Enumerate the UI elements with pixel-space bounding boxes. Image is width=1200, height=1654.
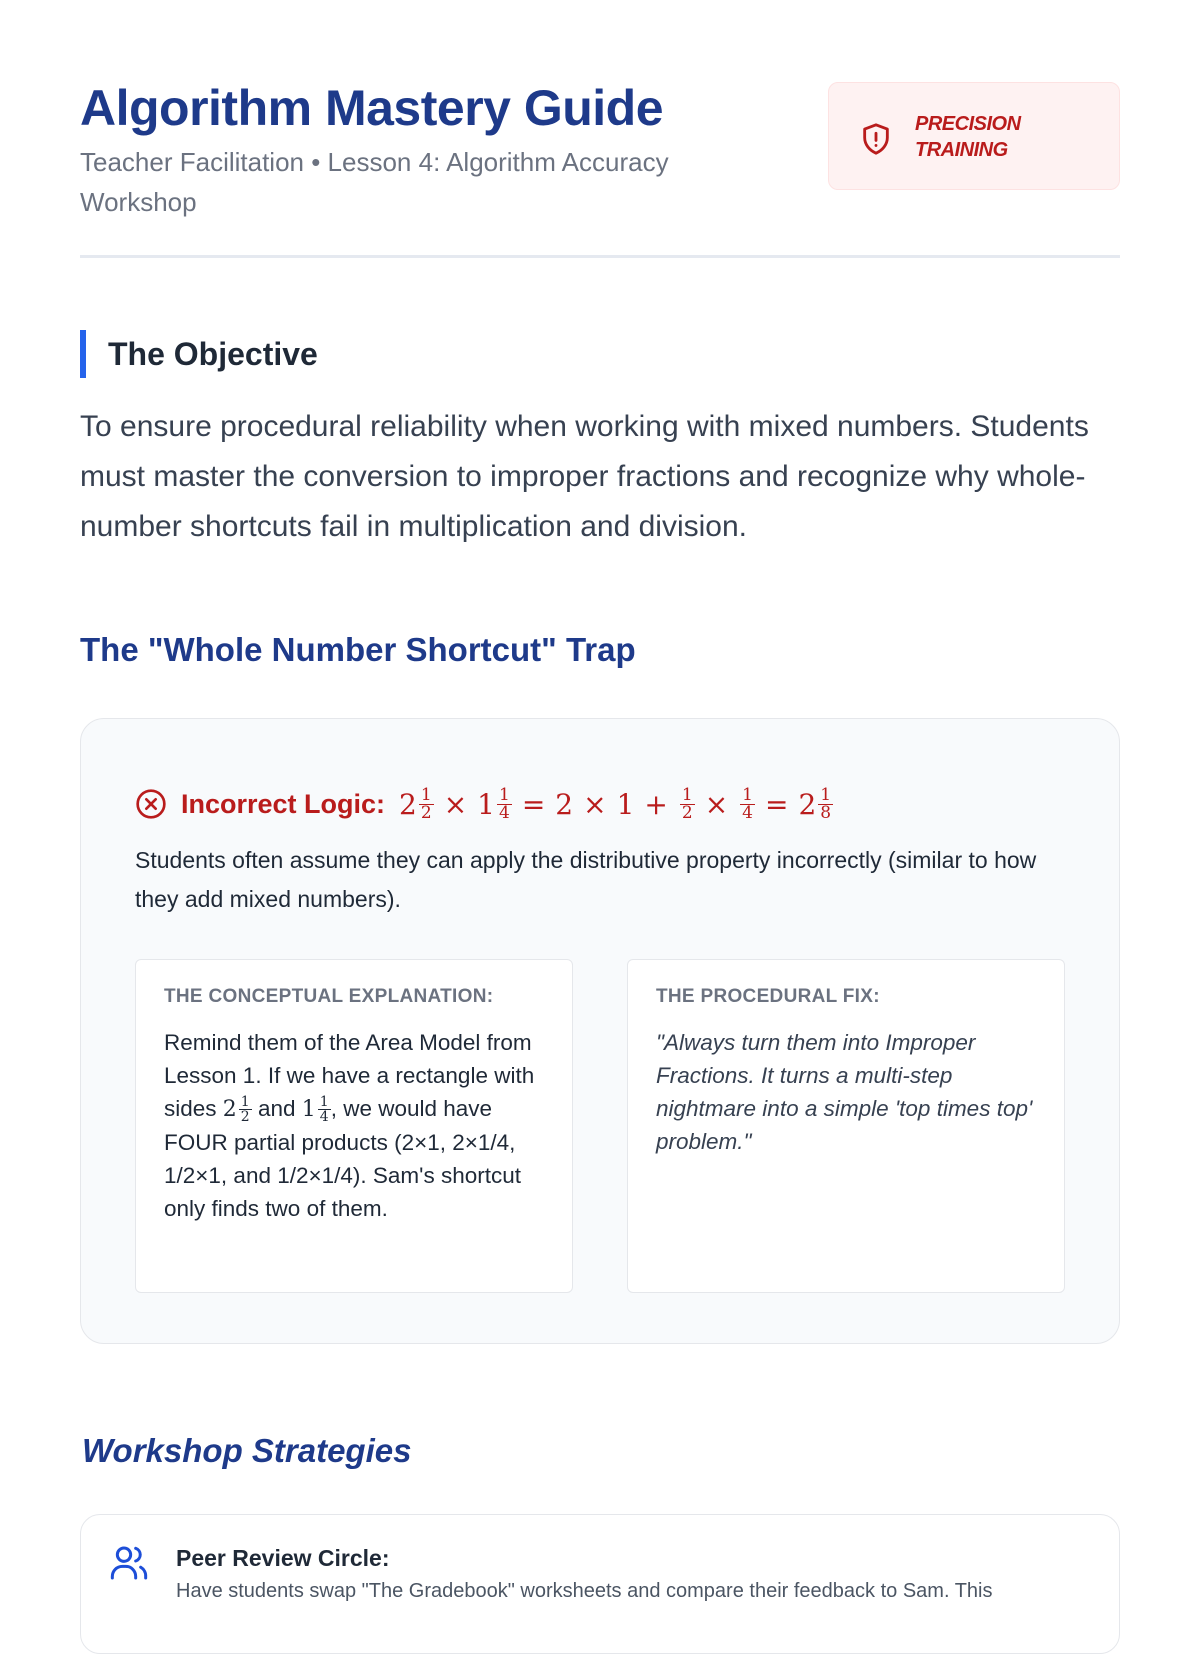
conceptual-title: THE CONCEPTUAL EXPLANATION:	[164, 986, 494, 1007]
objective-text: To ensure procedural reliability when working with mixed numbers. Students must master the conversion to improper fractions and recognize why whole-number shortcuts fail in multiplication and division.	[80, 410, 1089, 543]
incorrect-logic-row	[135, 779, 833, 829]
procedural-title: THE PROCEDURAL FIX:	[656, 986, 880, 1007]
header	[80, 78, 1120, 268]
procedural-fix-panel	[627, 959, 1065, 1293]
precision-training-badge	[828, 82, 1120, 190]
trap-description: Students often assume they can apply the distributive property incorrectly (similar to how they add mixed numbers).	[135, 847, 1037, 912]
strategies-heading: Workshop Strategies	[82, 1432, 412, 1469]
conceptual-explanation-panel	[135, 959, 573, 1293]
incorrect-equation: 2 $\frac{1}{2}$ × 1 $\frac{1}{4}$ = 2 × 1 + $\frac{1}{2}$ × $\frac{1}{4}$ = 2 $\frac{1}{8}$	[399, 784, 832, 823]
trap-card	[80, 718, 1120, 1344]
page-title: Algorithm Mastery Guide	[80, 80, 664, 136]
conceptual-body: Remind them of the Area Model from Lesson 1. If we have a rectangle with sides 2 $\frac{1}{2}$ and 1 $\frac{1}{4}$ , we would have FOUR partial products (2×1, 2×1/4, 1/2×1, and 1/2×1/4). Sam's shortcut only finds two of them.	[164, 1030, 535, 1221]
x-circle-icon	[135, 788, 167, 820]
strategy-card	[80, 1514, 1120, 1654]
incorrect-logic-label: Incorrect Logic:	[181, 788, 386, 819]
header-divider	[80, 255, 1120, 258]
procedural-body: "Always turn them into Improper Fractions. It turns a multi-step nightmare into a simple 'top times top' problem."	[656, 1030, 1033, 1154]
strategy-title: Peer Review Circle:	[176, 1545, 390, 1571]
page-subtitle: Teacher Facilitation • Lesson 4: Algorithm Accuracy Workshop	[80, 147, 669, 217]
users-icon	[109, 1543, 149, 1583]
objective-heading: The Objective	[80, 330, 318, 378]
strategy-description: Have students swap "The Gradebook" worksheets and compare their feedback to Sam. This	[176, 1580, 993, 1602]
trap-heading: The "Whole Number Shortcut" Trap	[80, 631, 636, 668]
badge-label: PRECISION TRAINING	[915, 113, 1021, 161]
page	[80, 0, 1120, 1600]
shield-alert-icon	[859, 121, 893, 157]
